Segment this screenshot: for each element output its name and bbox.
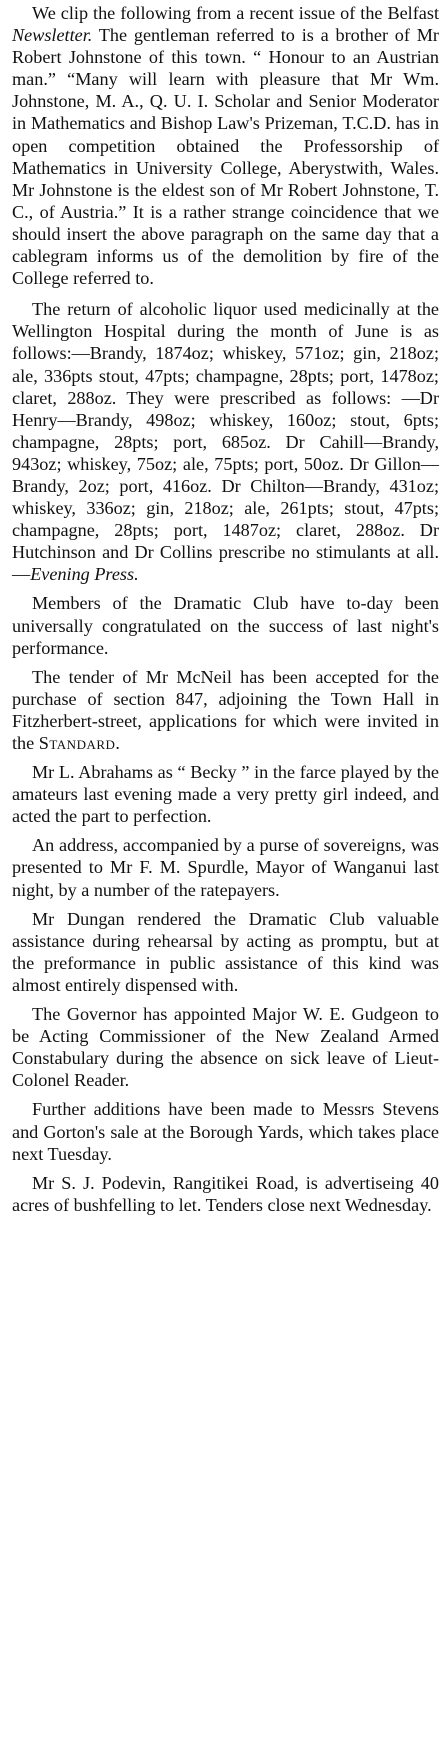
paragraph-dungan [12,908,439,996]
paragraph-podevin [12,1172,439,1216]
paragraph-dramatic-club [12,592,439,658]
paragraph-additions [12,1098,439,1164]
newsletter-title: Newsletter. [12,25,93,46]
evening-press-credit: Evening Press. [30,564,139,585]
paragraph-abrahams [12,761,439,827]
paragraph-abrahams-text: Mr L. Abrahams as “ Becky ” in the farce played by the amateurs last evening made a very pretty girl indeed, and acted the part to perfection. [12,762,439,827]
paragraph-liquor [12,298,439,585]
paragraph-dungan-text: Mr Dungan rendered the Dramatic Club valuable assistance during rehearsal by acting as promptu, but at the preformance in public assistance of this kind was almost entirely dispensed with. [12,908,439,995]
paragraph-liquor-text: The return of alcoholic liquor used medicinally at the Wellington Hospital during the month of June is as follows:—Brandy, 1874oz; whiskey, 571oz; gin, 218oz; ale, 336pts stout, 47pts; champagne, 28pts; port, 1478oz; claret, 288oz. They were prescribed as follows: —Dr Henry—Brandy, 498oz; whiskey, 160oz; stout, 6pts; champagne, 28pts; port, 685oz. Dr Cahill—Brandy, 943oz; whiskey, 75oz; ale, 75pts; port, 50oz. Dr Gillon—Brandy, 2oz; port, 416oz. Dr Chilton—Brandy, 431oz; whiskey, 336oz; gin, 218oz; ale, 261pts; stout, 47pts; champagne, 28pts; port, 1487oz; claret, 288oz. Dr Hutchinson and Dr Collins prescribe no stimulants at all.— [12,299,439,585]
paragraph-tender-text-a: The tender of Mr McNeil has been accepted for the purchase of section 847, adjoining the Town Hall in Fitzherbert-street, applications for which were invited in the [12,666,439,753]
paragraph-tender [12,666,439,754]
paragraph-belfast [12,2,439,289]
standard-title: Standard. [38,733,121,753]
paragraph-dramatic-club-text: Members of the Dramatic Club have to-day been universally congratulated on the success of last night's performance. [12,593,439,658]
paragraph-podevin-text: Mr S. J. Podevin, Rangitikei Road, is advertiseing 40 acres of bushfelling to let. Tenders close next Wednesday. [12,1172,439,1215]
paragraph-belfast-text-b: The gentleman referred to is a brother of Mr Robert Johnstone of this town. “ Honour to an Austrian man.” “Many will learn with pleasure that Mr Wm. Johnstone, M. A., Q. U. I. Scholar and Senior Moderator in Mathematics and Bishop Law's Prizeman, T.C.D. has in open competition obtained the Professorship of Mathematics in University College, Aberystwith, Wales. Mr Johnstone is the eldest son of Mr Robert Johnstone, T. C., of Austria.” It is a rather strange coincidence that we should insert the above paragraph on the same day that a cablegram informs us of the demolition by fire of the College referred to. [12,25,439,289]
paragraph-belfast-text-a: We clip the following from a recent issue of the Belfast [32,3,439,23]
paragraph-address [12,834,439,900]
paragraph-address-text: An address, accompanied by a purse of sovereigns, was presented to Mr F. M. Spurdle, Mayor of Wanganui last night, by a number of the ratepayers. [12,835,439,900]
paragraph-governor-text: The Governor has appointed Major W. E. Gudgeon to be Acting Commissioner of the New Zealand Armed Constabulary during the absence on sick leave of Lieut-Colonel Reader. [12,1004,439,1091]
paragraph-governor [12,1003,439,1091]
paragraph-additions-text: Further additions have been made to Messrs Stevens and Gorton's sale at the Borough Yards, which takes place next Tuesday. [12,1099,439,1164]
